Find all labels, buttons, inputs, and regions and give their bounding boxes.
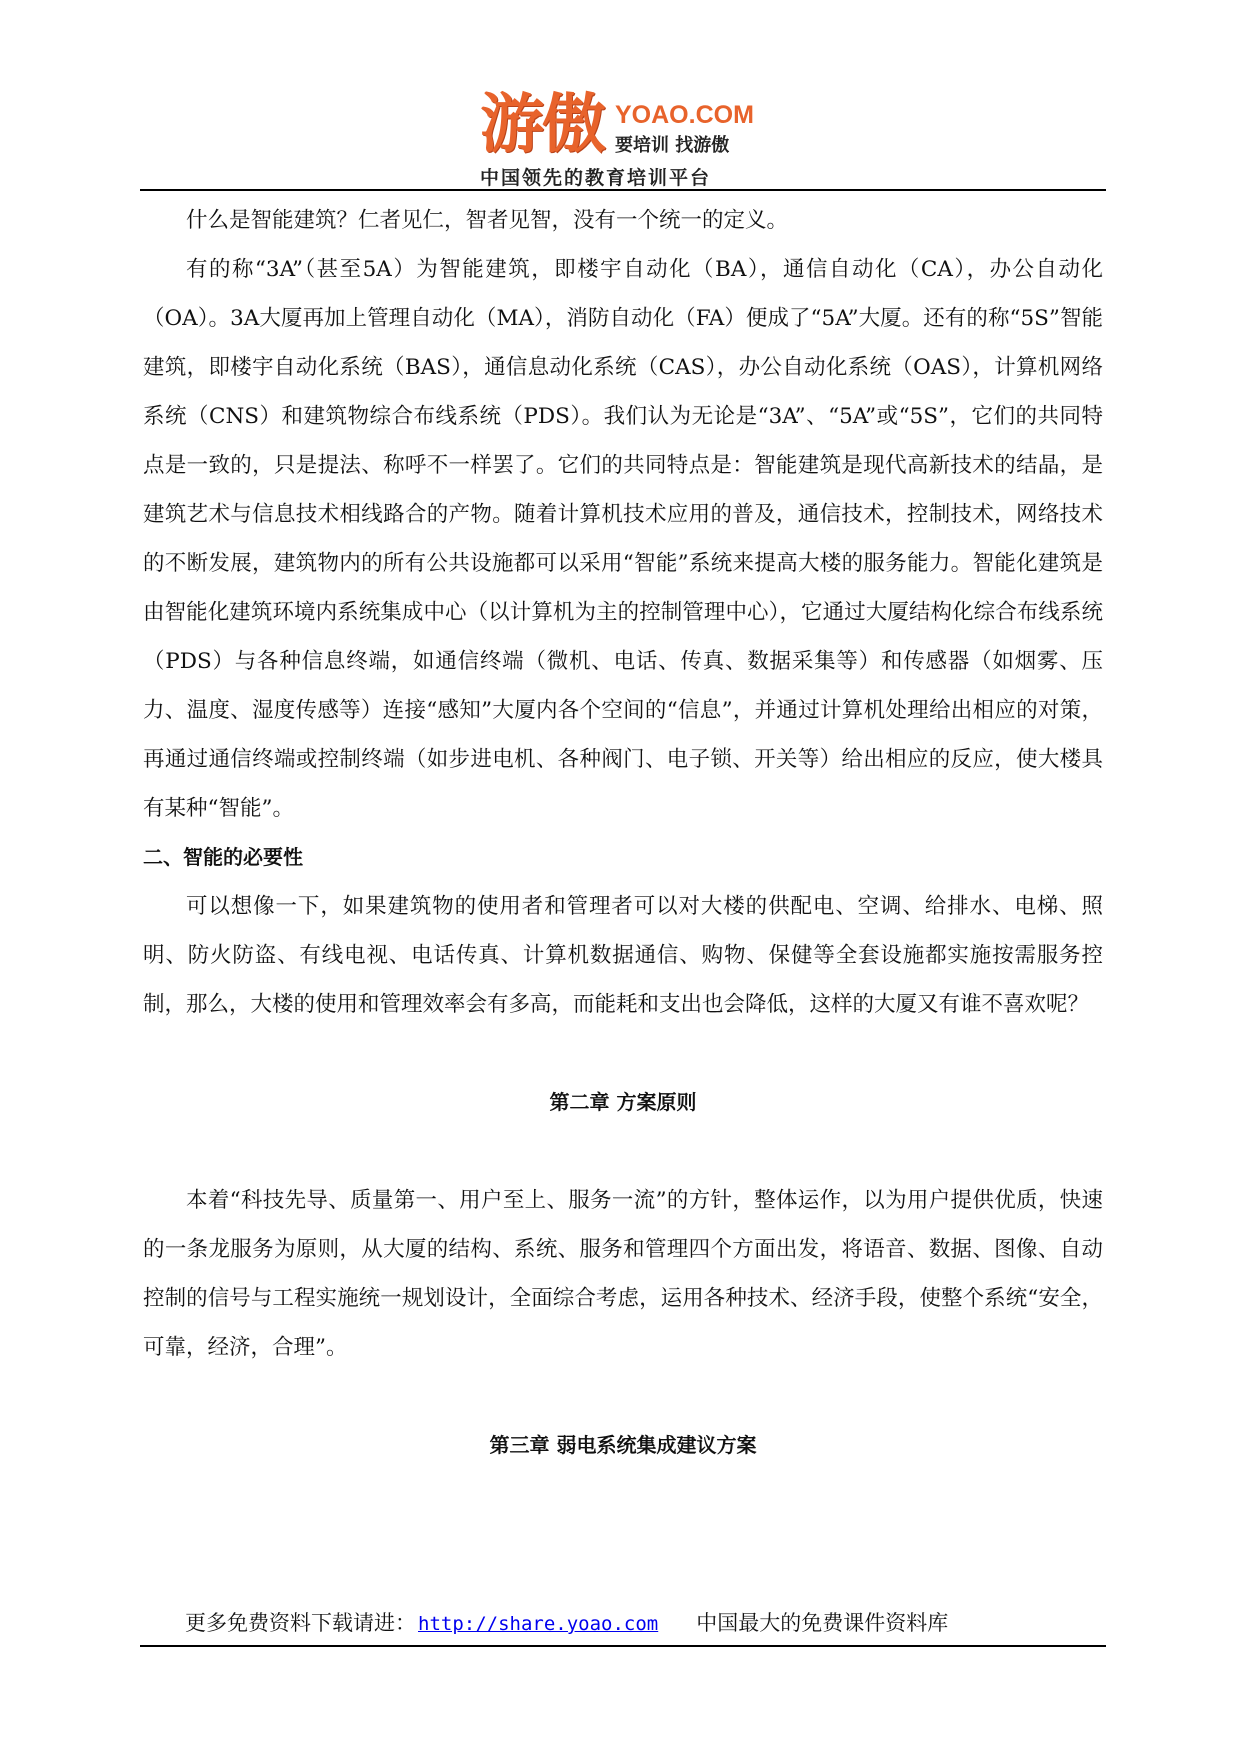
logo-tagline: 中国领先的教育培训平台: [480, 167, 712, 189]
footer: [185, 1607, 1085, 1637]
logo-domain: YOAO.COM: [615, 101, 754, 129]
logo-slogan: 要培训 找游傲: [615, 135, 730, 156]
paragraph-principles: 本着“科技先导、质量第一、用户至上、服务一流”的方针，整体运作，以为用户提供优质，快速的一条龙服务为原则，从大厦的结构、系统、服务和管理四个方面出发，将语音、数据、图像、自动控制的信号与工程实施统一规划设计，全面综合考虑，运用各种技术、经济手段，使整个系统“安全，可靠，经济，合理”。: [143, 1188, 1103, 1360]
footer-suffix: 中国最大的免费课件资料库: [696, 1611, 949, 1635]
logo-brand-text: 游傲: [480, 88, 604, 162]
footer-prefix: 更多免费资料下载请进：: [185, 1611, 416, 1635]
footer-link[interactable]: http://share.yoao.com: [418, 1613, 659, 1635]
section-heading-necessity: 二、智能的必要性: [143, 845, 303, 869]
paragraph-3a-5a: 有的称“3A”（甚至5A）为智能建筑，即楼宇自动化（BA），通信自动化（CA），办公自动化（OA）。3A大厦再加上管理自动化（MA），消防自动化（FA）便成了“5A”大厦。还有的称“5S”智能建筑，即楼宇自动化系统（BAS），通信息动化系统（CAS），办公自动化系统（OAS），计算机网络系统（CNS）和建筑物综合布线系统（PDS）。我们认为无论是“3A”、“5A”或“5S”，它们的共同特点是一致的，只是提法、称呼不一样罢了。它们的共同特点是：智能建筑是现代高新技术的结晶，是建筑艺术与信息技术相线路合的产物。随着计算机技术应用的普及，通信技术，控制技术，网络技术的不断发展，建筑物内的所有公共设施都可以采用“智能”系统来提高大楼的服务能力。智能化建筑是由智能化建筑环境内系统集成中心（以计算机为主的控制管理中心），它通过大厦结构化综合布线系统（PDS）与各种信息终端，如通信终端（微机、电话、传真、数据采集等）和传感器（如烟雾、压力、温度、湿度传感等）连接“感知”大厦内各个空间的“信息”，并通过计算机处理给出相应的对策，再通过通信终端或控制终端（如步进电机、各种阀门、电子锁、开关等）给出相应的反应，使大楼具有某种“智能”。: [143, 257, 1103, 821]
paragraph-definition: 什么是智能建筑？仁者见仁，智者见智，没有一个统一的定义。: [186, 208, 789, 233]
footer-rule: [140, 1645, 1106, 1647]
chapter-heading-2: 第二章 方案原则: [549, 1090, 697, 1114]
document-body: [143, 196, 1103, 1470]
chapter-heading-3: 第三章 弱电系统集成建议方案: [489, 1433, 757, 1457]
site-logo: [480, 88, 770, 189]
paragraph-necessity: 可以想像一下，如果建筑物的使用者和管理者可以对大楼的供配电、空调、给排水、电梯、照明、防火防盗、有线电视、电话传真、计算机数据通信、购物、保健等全套设施都实施按需服务控制，那么，大楼的使用和管理效率会有多高，而能耗和支出也会降低，这样的大厦又有谁不喜欢呢？: [143, 894, 1103, 1017]
header-rule: [140, 189, 1106, 191]
